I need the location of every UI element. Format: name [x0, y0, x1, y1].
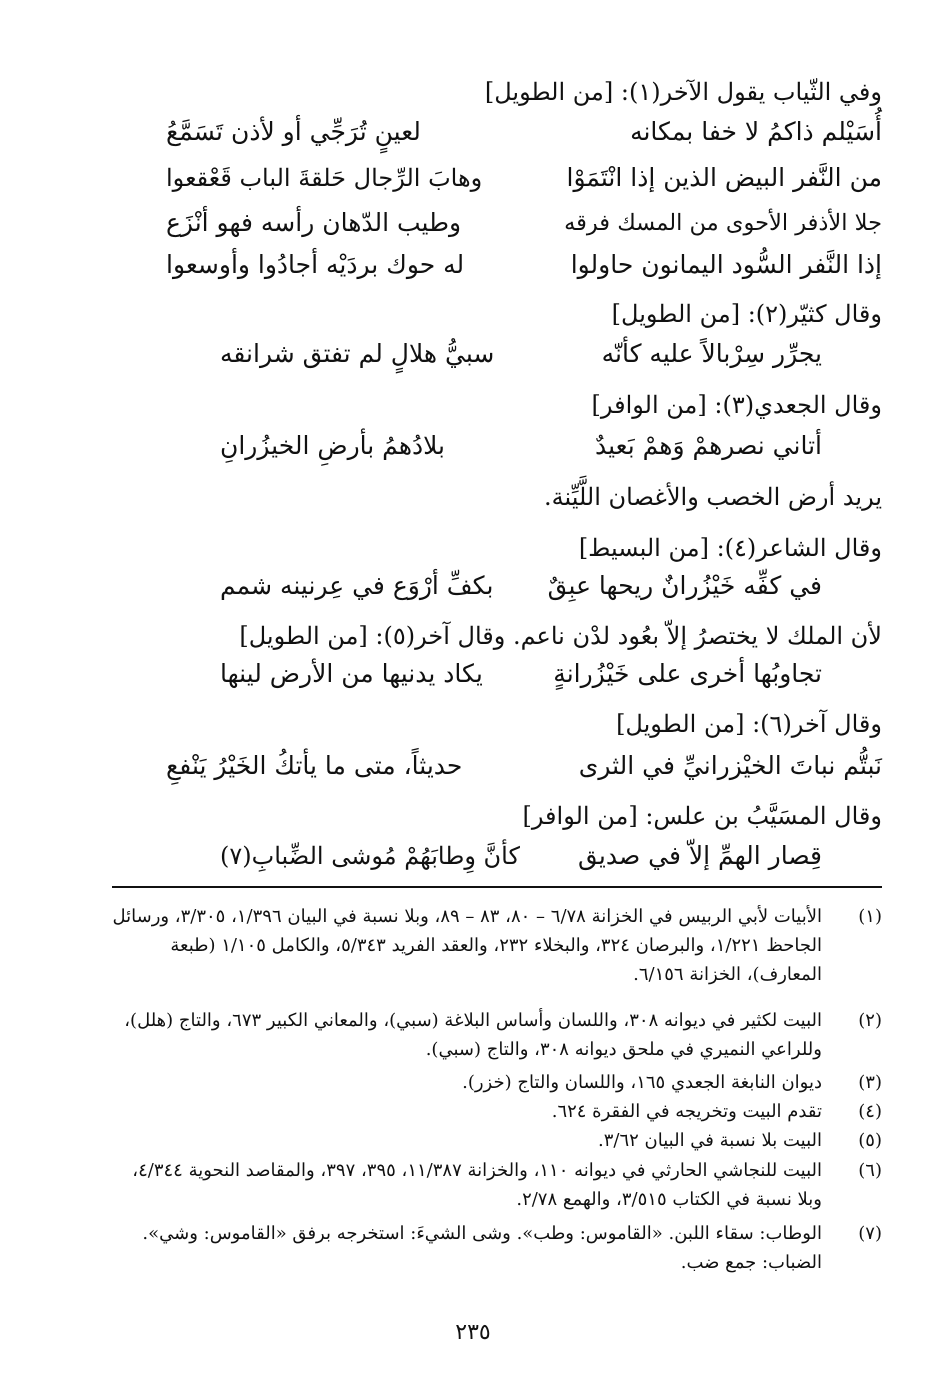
verse-hemistich-2: بكفِّ أرْوَع في عِرنينه شمم [220, 571, 494, 600]
footnote-number: (٤) [858, 1101, 882, 1122]
footnote-number: (٣) [858, 1072, 882, 1093]
verse-hemistich-1: يجرِّر سِرْبالاً عليه كأنّه [601, 339, 822, 368]
intro-line: وقال الشاعر(٤): [من البسيط] [578, 534, 882, 562]
verse-hemistich-2: لعينٍ تُرَجِّي أو لأذن تَسَمَّعُ [166, 117, 421, 146]
verse-hemistich-1: من النَّفر البيض الذين إذا انْتَمَوْا [566, 163, 882, 192]
intro-line: وفي الثّياب يقول الآخر(١): [من الطويل] [484, 78, 882, 106]
verse-hemistich-1: جلا الأذفر الأحوى من المسك فرقه [564, 210, 882, 236]
intro-line: وقال كثيّر(٢): [من الطويل] [611, 300, 882, 328]
footnote-text: البيت للنجاشي الحارثي في ديوانه ١١٠، والخزانة ١١/٣٨٧، ٣٩٥، ٣٩٧، والمقاصد النحوية ٤/٣٤٤، وبلا نسبة في الكتاب ٣/٥١٥، والهمع ٢/٧٨. [132, 1160, 822, 1210]
footnote-number: (٥) [858, 1130, 882, 1151]
verse-hemistich-2: له حوك بردَيْه أجادُوا وأوسعوا [166, 250, 465, 279]
verse-hemistich-2: سبيُّ هلالٍ لم تفتق شرانقه [220, 339, 495, 368]
footnote-text: الوطاب: سقاء اللبن. «القاموس: وطب». وشى الشيءَ: استخرجه برفق «القاموس: وشي». الضباب: جمع ضب. [142, 1223, 822, 1273]
verse-hemistich-2: حديثاً، متى ما يأتكُ الخَيْرُ يَنْفعِ [166, 751, 463, 780]
footnote [112, 1097, 882, 1126]
footnote-text: ديوان النابغة الجعدي ١٦٥، واللسان والتاج (خزر). [462, 1072, 822, 1093]
footnote-text: البيت لكثير في ديوانه ٣٠٨، واللسان وأساس البلاغة (سبي)، والمعاني الكبير ٦٧٣، والتاج (هلل)، وللراعي النميري في ملحق ديوانه ٣٠٨، والتاج (سبي). [124, 1010, 822, 1060]
prose-line: لأن الملك لا يختصرُ إلاّ بعُود لدْن ناعم. وقال آخر(٥): [من الطويل] [239, 622, 882, 650]
verse-hemistich-1: أُسَيْلم ذاكمُ لا خفا بمكانه [630, 117, 882, 146]
page-number: ٢٣٥ [455, 1320, 491, 1345]
footnote-number: (٢) [858, 1010, 882, 1031]
prose-line: يريد أرض الخصب والأغصان اللَّيِّنة. [544, 483, 882, 511]
verse-hemistich-1: في كفِّه خَيْزُرانٌ ريحها عبِقٌ [547, 571, 822, 600]
footnote [112, 1006, 882, 1064]
footnote-number: (٧) [858, 1223, 882, 1244]
verse-hemistich-2: وطيب الدّهان رأسه فهو أنْزَع [166, 208, 462, 237]
footnote [112, 1156, 882, 1214]
verse-hemistich-1: أتاني نصرهمْ وَهمْ بَعيدٌ [595, 431, 822, 460]
intro-line: وقال المسَيَّبُ بن علس: [من الوافر] [522, 802, 882, 830]
footnote-text: البيت بلا نسبة في البيان ٣/٦٢. [597, 1130, 822, 1151]
verse-hemistich-2: وهابَ الرِّجال حَلقةَ الباب قَعْقعوا [166, 164, 483, 192]
verse-hemistich-1: قِصار الهمِّ إلاّ في صديق [578, 841, 822, 870]
footnote-text: تقدم البيت وتخريجه في الفقرة ٦٢٤. [551, 1101, 822, 1122]
intro-line: وقال آخر(٦): [من الطويل] [616, 710, 882, 738]
footnote [112, 1068, 882, 1097]
verse-hemistich-1: إذا النَّفر السُّود اليمانون حاولوا [570, 250, 882, 279]
footnote-divider [112, 886, 882, 888]
verse-hemistich-1: نَبتُّم نباتَ الخيْزرانيِّ في الثرى [578, 751, 882, 780]
footnote [112, 1126, 882, 1155]
verse-hemistich-2: يكاد يدنيها من الأرض لينها [220, 659, 483, 688]
footnote-number: (١) [858, 906, 882, 927]
verse-hemistich-2: بلادُهمُ بأرضِ الخيزُرانِ [220, 431, 446, 460]
footnote [112, 1219, 882, 1277]
verse-hemistich-1: تجاوبُها أخرى على خَيْزُرانةٍ [553, 659, 822, 688]
verse-hemistich-2: كأنَّ وِطابَهُمْ مُوشى الضِّبابِ(٧) [220, 842, 520, 870]
intro-line: وقال الجعدي(٣): [من الوافر] [591, 391, 882, 419]
footnote-number: (٦) [858, 1160, 882, 1181]
footnote-text: الأبيات لأبي الربيس في الخزانة ٦/٧٨ – ٨٠، ٨٣ – ٨٩، وبلا نسبة في البيان ١/٣٩٦، ٣/٣٠٥، ورسائل الجاحظ ١/٢٢١، والبرصان ٣٢٤، والبخلاء ٢٣٢، والعقد الفريد ٥/٣٤٣، والكامل ١/١٠٥ (طبعة المعارف)، الخزانة ٦/١٥٦. [112, 906, 822, 985]
footnote [112, 902, 882, 989]
